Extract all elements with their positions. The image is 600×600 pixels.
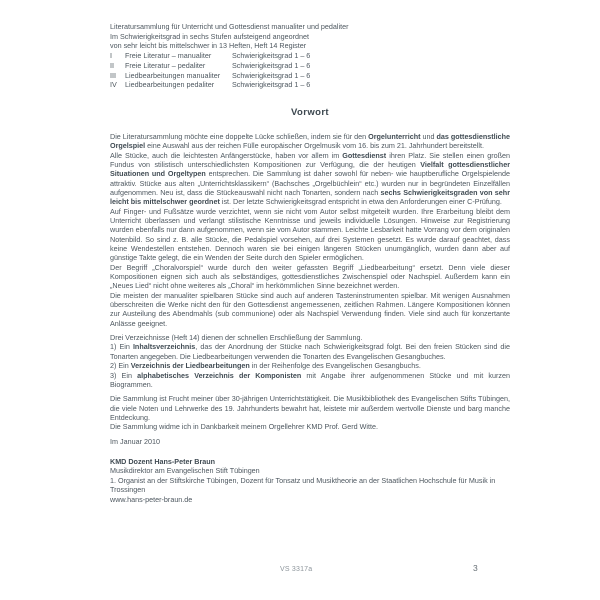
paragraph xyxy=(110,263,510,291)
body-text: , das der Anordnung der Stücke nach Schwierigkeitsgrad folgt. Bei den freien Stücken sind die Tonarten angegeben. Die Liedbearbeitungen verwenden die Tonarten des Evangelischen Gesangbuches. xyxy=(110,342,510,361)
volume-grade: Schwierigkeitsgrad 1 – 6 xyxy=(232,60,311,70)
body-text: 2) Ein xyxy=(110,361,131,371)
collection-description-line: von sehr leicht bis mittelschwer in 13 Heften, Heft 14 Register xyxy=(110,41,307,51)
body-text: 1) Ein xyxy=(110,342,133,352)
volume-grade: Schwierigkeitsgrad 1 – 6 xyxy=(232,70,311,80)
body-text: Auf Finger- und Fußsätze wurde verzichtet, wenn sie nicht vom Autor selbst mitgeteilt wurden. Ihre Erarbeitung bleibt dem Unterricht überlassen und verlangt stilistische Kenntnisse und jeweils individuelle Lösungen. Hinweise zur Registrierung wurden ebenfalls nur dann aufgenommen, wenn sie vom Autor stammen. Leichte Lesbarkeit hatte Vorrang vor dem originalen Notenbild. So sind z. B. alle Stücke, die Pedalspiel vorsehen, auf drei Systemen gesetzt. Es wurde darauf geachtet, dass keine Wendestellen entstehen. Dennoch waren sie bei einigen längeren Stücken unumgänglich, wurden dann aber auf günstige Takte gelegt, die ein Wenden der Seite durch den Spieler ermöglichen. xyxy=(110,206,510,263)
collection-description-line: Literatursammlung für Unterricht und Gottesdienst manualiter und pedaliter xyxy=(110,22,349,31)
volume-numeral: I xyxy=(110,51,112,61)
document-page xyxy=(110,22,510,504)
volume-title: Freie Literatur – manualiter xyxy=(125,51,212,61)
volume-numeral: II xyxy=(110,60,114,70)
emphasized-text: Vielfalt gottesdienstlicher Situationen und Orgeltypen xyxy=(110,159,510,179)
paragraph xyxy=(110,361,510,370)
plate-number: VS 3317a xyxy=(280,566,313,573)
page-number: 3 xyxy=(473,563,478,573)
volume-title: Liedbearbeitungen pedaliter xyxy=(125,80,215,90)
volume-title: Liedbearbeitungen manualiter xyxy=(125,70,221,80)
body-text: Die Literatursammlung möchte eine doppelte Lücke schließen, indem sie für den xyxy=(110,131,369,141)
body-text: eine Auswahl aus der reichen Fülle europäischer Orgelmusik vom 16. bis zum 21. Jahrhundert bereitstellt. xyxy=(145,141,484,151)
collection-header xyxy=(110,22,510,90)
emphasized-text: Orgelunterricht xyxy=(368,131,421,141)
body-text: entsprechen. Die Sammlung ist daher sowohl für neben- wie hauptberufliche Orgelspielende attraktiv. Stücke aus alten „Unterrichtsklassikern“ (Bachsches „Orgelbüchlein“ etc.) wurden nur in begründeten Einzelfällen aufgenommen. Neu ist, dass die Stückeauswahl nicht nach Tonarten, sondern nach xyxy=(110,169,510,197)
paragraph xyxy=(110,132,510,151)
emphasized-text: alphabetisches Verzeichnis der Komponisten xyxy=(137,370,302,380)
emphasized-text: Gottesdienst xyxy=(342,150,387,160)
volume-numeral: IV xyxy=(110,80,117,90)
volume-row xyxy=(110,61,510,71)
body-text: ist. Der letzte Schwierigkeitsgrad entspricht in etwa den Anforderungen einer C-Prüfung. xyxy=(219,197,502,207)
body-text: Die meisten der manualiter spielbaren Stücke sind auch auf anderen Tasteninstrumenten spielbar. Mit wenigen Ausnahmen überschreiten die Werke nicht den für den Gottesdienst angemessenen, zeitlichen Rahmen. Längere Kompositionen können zur Austeilung des Abendmahls (sub communione) oder als Nachspiel Verwendung finden. Viele sind auch für konzertante Anlässe geeignet. xyxy=(110,290,510,328)
body-text: Im Januar 2010 xyxy=(110,436,160,446)
volume-grade: Schwierigkeitsgrad 1 – 6 xyxy=(232,80,311,90)
author-credential-line: www.hans-peter-braun.de xyxy=(110,494,193,504)
body-text: in der Reihenfolge des Evangelischen Gesangbuchs. xyxy=(249,361,421,371)
collection-description-line: Im Schwierigkeitsgrad in sechs Stufen aufsteigend angeordnet xyxy=(110,31,309,41)
foreword-body xyxy=(110,132,510,446)
page-title: Vorwort xyxy=(291,106,329,118)
author-credential-line: Musikdirektor am Evangelischen Stift Tübingen xyxy=(110,466,260,476)
paragraph xyxy=(110,394,510,422)
author-name: KMD Dozent Hans-Peter Braun xyxy=(110,456,216,466)
body-text: Die Sammlung ist Frucht meiner über 30-jährigen Unterrichtstätigkeit. Die Musikbibliothek des Evangelischen Stifts Tübingen, die viele Noten und Lehrwerke des 19. Jahrhunderts bewahrt hat, leistete mir außerdem wertvolle Dienste und barg manche Entdeckung. xyxy=(110,394,510,422)
emphasized-text: Verzeichnis der Liedbearbeitungen xyxy=(130,361,250,371)
volume-row xyxy=(110,71,510,81)
emphasized-text: sechs Schwierigkeitsgraden von sehr leicht bis mittelschwer geordnet xyxy=(110,187,510,207)
volume-row xyxy=(110,51,510,61)
volume-list xyxy=(110,51,510,90)
volume-row xyxy=(110,80,510,90)
volume-title: Freie Literatur – pedaliter xyxy=(125,60,206,70)
paragraph xyxy=(110,333,510,342)
body-text: mit Angabe ihrer aufgenommenen Stücke und mit kurzen Biogrammen. xyxy=(110,370,511,389)
collection-description xyxy=(110,22,510,51)
paragraph xyxy=(110,207,510,263)
paragraph xyxy=(110,291,510,328)
author-signature xyxy=(110,457,510,505)
paragraph xyxy=(110,151,510,207)
volume-numeral: III xyxy=(110,70,116,80)
body-text: Alle Stücke, auch die leichtesten Anfängerstücke, haben vor allem im xyxy=(110,150,343,160)
emphasized-text: das gottesdienstliche Orgelspiel xyxy=(110,131,510,151)
paragraph xyxy=(110,437,510,446)
paragraph xyxy=(110,342,510,361)
body-text: Die Sammlung widme ich in Dankbarkeit meinem Orgellehrer KMD Prof. Gerd Witte. xyxy=(110,422,379,432)
body-text: Der Begriff „Choralvorspiel“ wurde durch den weiter gefassten Begriff „Liedbearbeitung“ ersetzt. Denn viele dieser Kompositionen eignen sich auch als selbständiges, gottesdienstliches Zwischenspiel oder Nachspiel. Außerdem kann ein „Neues Lied“ nicht ohne weiteres als „Choral“ im herkömmlichen Sinne bezeichnet werden. xyxy=(110,262,510,291)
volume-grade: Schwierigkeitsgrad 1 – 6 xyxy=(232,51,311,61)
body-text: ihren Platz. Sie stellen einen großen Fundus von stilistisch unterschiedlichsten Kompositionen zur Verfügung, die der heutigen xyxy=(110,150,510,169)
paragraph xyxy=(110,422,510,431)
paragraph xyxy=(110,371,510,390)
body-text: und xyxy=(420,131,437,141)
body-text: 3) Ein xyxy=(110,370,138,380)
author-credential-line: 1. Organist an der Stiftskirche Tübingen, Dozent für Tonsatz und Musiktheorie an der Staatlichen Hochschule für Musik in Trossingen xyxy=(110,475,496,495)
body-text: Drei Verzeichnisse (Heft 14) dienen der schnellen Erschließung der Sammlung. xyxy=(110,333,363,343)
emphasized-text: Inhaltsverzeichnis xyxy=(132,342,196,352)
